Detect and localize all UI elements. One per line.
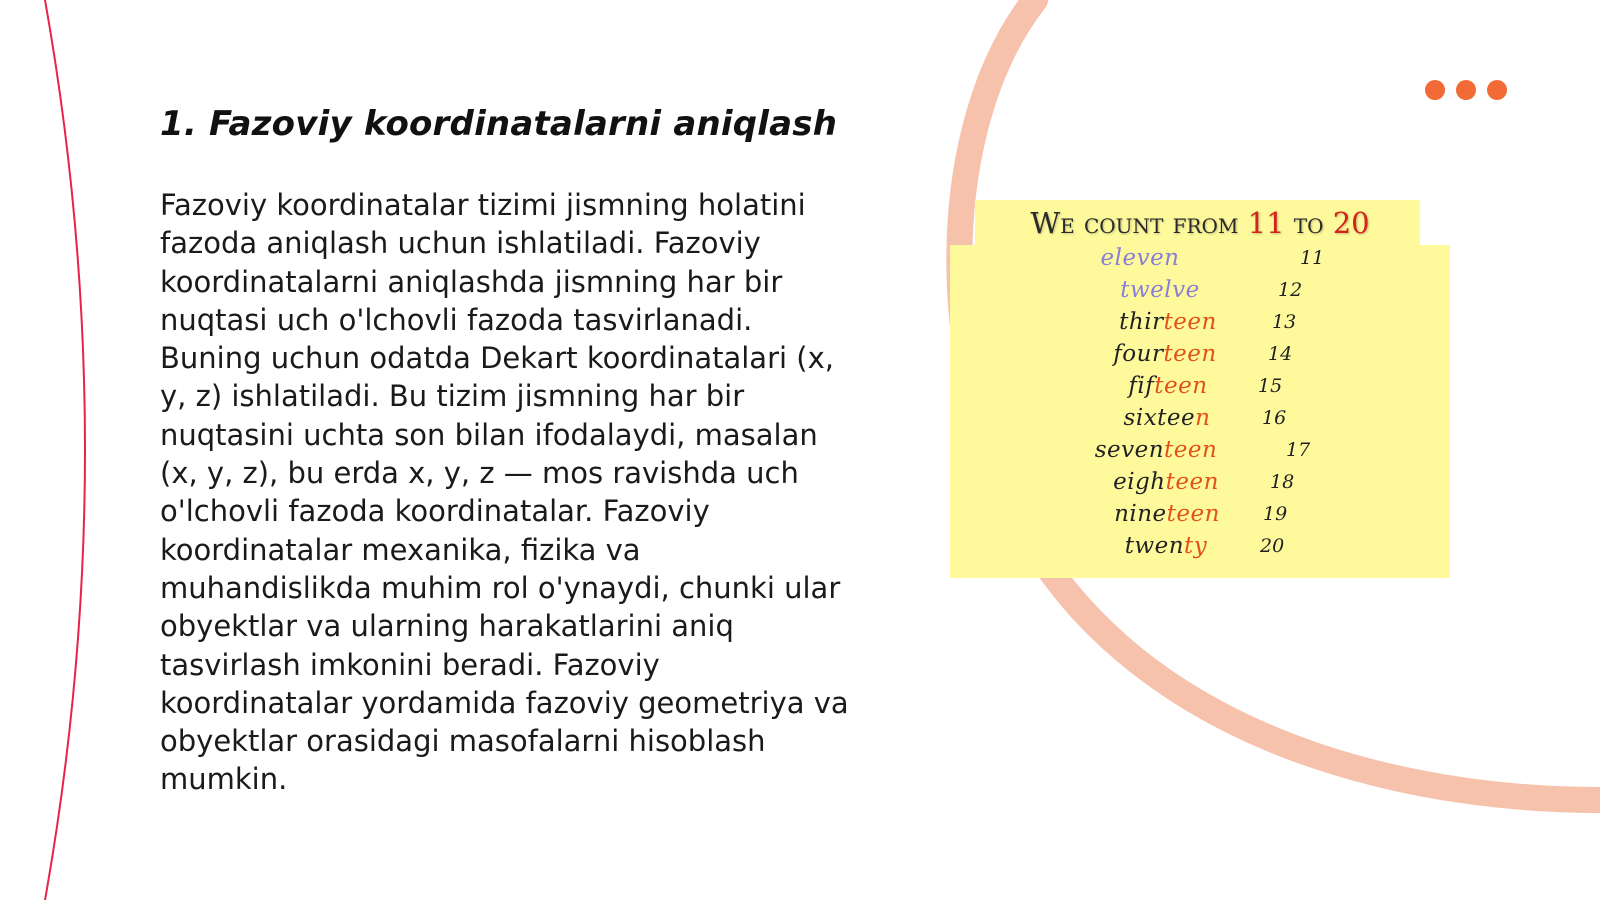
number-row bbox=[950, 533, 1450, 565]
number-word-stem: seven bbox=[1094, 437, 1165, 463]
number-word bbox=[1066, 469, 1266, 495]
number-digits: 20 bbox=[1260, 535, 1285, 557]
card-title bbox=[950, 206, 1450, 240]
number-word-suffix: teen bbox=[1165, 469, 1219, 495]
number-word bbox=[1056, 437, 1256, 463]
number-word-stem: eigh bbox=[1113, 469, 1166, 495]
number-digits: 11 bbox=[1300, 247, 1325, 269]
number-word bbox=[1040, 245, 1240, 271]
number-word bbox=[1068, 309, 1268, 335]
number-row bbox=[950, 405, 1450, 437]
dot-icon bbox=[1456, 80, 1476, 100]
number-word-stem: twen bbox=[1124, 533, 1185, 559]
number-word-suffix: ty bbox=[1184, 533, 1208, 559]
number-row bbox=[950, 501, 1450, 533]
numbers-card bbox=[950, 200, 1450, 578]
card-title-prefix: We count from bbox=[1030, 206, 1248, 240]
number-word bbox=[1067, 405, 1267, 431]
number-word bbox=[1068, 373, 1268, 399]
card-title-mid: to bbox=[1284, 206, 1333, 240]
slide-body-text: Fazoviy koordinatalar tizimi jismning holatini fazoda aniqlash uchun ishlatiladi. Fazoviy koordinatalarni aniqlashda jismning har bir nuqtasi uch o'lchovli fazoda tasvirlanadi. Buning uchun odatda Dekart koordinatalari (x, y, z) ishlatiladi. Bu tizim jismning har bir nuqtasini uchta son bilan ifodalaydi, masalan (x, y, z), bu erda x, y, z — mos ravishda uch o'lchovli fazoda koordinatalar. Fazoviy koordinatalar mexanika, fizika va muhandislikda muhim rol o'ynaydi, chunki ular obyektlar va ularning harakatlarini aniq tasvirlash imkonini beradi. Fazoviy koordinatalar yordamida fazoviy geometriya va obyektlar orasidagi masofalarni hisoblash mumkin. bbox=[160, 188, 849, 797]
number-digits: 15 bbox=[1258, 375, 1283, 397]
number-row bbox=[950, 245, 1450, 277]
number-list bbox=[950, 245, 1450, 565]
number-word-stem: fif bbox=[1128, 373, 1155, 399]
dot-icon bbox=[1425, 80, 1445, 100]
number-word bbox=[1067, 501, 1267, 527]
slide-title: 1. Fazoviy koordinatalarni aniqlash bbox=[160, 104, 838, 144]
number-digits: 14 bbox=[1268, 343, 1293, 365]
number-row bbox=[950, 469, 1450, 501]
number-word bbox=[1060, 277, 1260, 303]
number-word-stem: four bbox=[1113, 341, 1164, 367]
number-word-suffix: teen bbox=[1166, 501, 1220, 527]
number-row bbox=[950, 437, 1450, 469]
left-curve-line bbox=[45, 0, 85, 900]
number-word-suffix: teen bbox=[1164, 437, 1218, 463]
card-title-from: 11 bbox=[1247, 206, 1285, 240]
number-row bbox=[950, 341, 1450, 373]
number-word bbox=[1066, 533, 1266, 559]
number-digits: 13 bbox=[1272, 311, 1297, 333]
number-word-stem: nine bbox=[1114, 501, 1167, 527]
number-digits: 19 bbox=[1263, 503, 1288, 525]
number-word-suffix: teen bbox=[1163, 341, 1217, 367]
number-row bbox=[950, 309, 1450, 341]
number-word-stem: thir bbox=[1119, 309, 1164, 335]
number-word-stem: sixtee bbox=[1123, 405, 1196, 431]
number-digits: 17 bbox=[1286, 439, 1311, 461]
number-word-suffix: teen bbox=[1154, 373, 1208, 399]
number-word bbox=[1065, 341, 1265, 367]
number-word-stem: twelve bbox=[1120, 277, 1200, 303]
card-title-to: 20 bbox=[1332, 206, 1370, 240]
number-row bbox=[950, 277, 1450, 309]
number-digits: 12 bbox=[1278, 279, 1303, 301]
number-word-suffix: teen bbox=[1163, 309, 1217, 335]
number-digits: 16 bbox=[1262, 407, 1287, 429]
number-word-stem: eleven bbox=[1100, 245, 1180, 271]
number-word-suffix: n bbox=[1195, 405, 1211, 431]
dot-icon bbox=[1487, 80, 1507, 100]
dots-menu bbox=[1425, 80, 1507, 100]
number-digits: 18 bbox=[1270, 471, 1295, 493]
number-row bbox=[950, 373, 1450, 405]
